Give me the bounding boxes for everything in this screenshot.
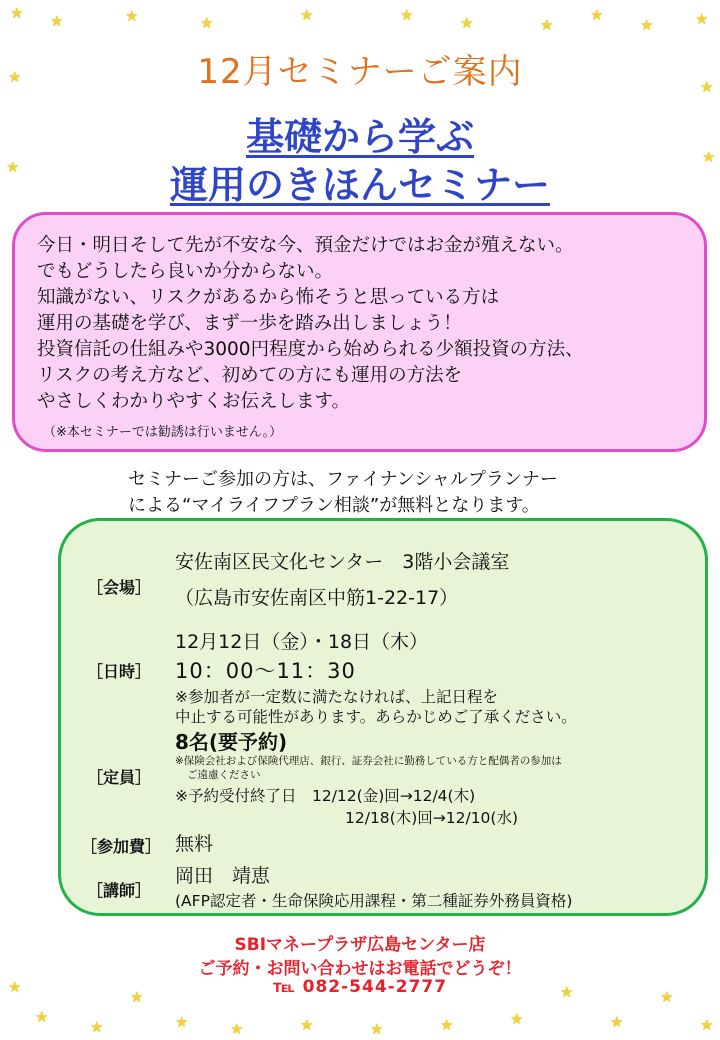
offer-line: による“マイライフプラン相談”が無料となります。 — [128, 495, 540, 516]
star-icon: ★ — [702, 148, 716, 166]
lecturer-name: 岡田 靖恵 — [175, 865, 271, 887]
star-icon: ★ — [700, 78, 714, 96]
star-icon: ★ — [50, 12, 64, 30]
fee-label: ［参加費］ — [81, 837, 162, 856]
star-icon: ★ — [370, 1020, 384, 1038]
intro-line: 知識がない、リスクがあるから怖そうと思っている方は — [37, 287, 500, 308]
star-icon: ★ — [460, 14, 474, 32]
capacity-note: ※保険会社および保険代理店、銀行、証券会社に勤務している方と配偶者の参加は — [175, 755, 562, 767]
seminar-dates: 12月12日（金）・18日（木） — [175, 631, 429, 653]
details-box — [58, 518, 708, 916]
intro-line: でもどうしたら良いか分からない。 — [37, 261, 334, 282]
venue-name: 安佐南区民文化センター 3階小会議室 — [175, 551, 510, 573]
star-icon: ★ — [6, 158, 20, 176]
venue-address: （広島市安佐南区中筋1-22-17） — [175, 587, 459, 609]
star-icon: ★ — [8, 68, 22, 86]
star-icon: ★ — [10, 4, 24, 22]
star-icon: ★ — [695, 10, 709, 28]
datetime-note: 中止する可能性があります。あらかじめご了承ください。 — [175, 708, 577, 726]
phone-number: ℡ 082-544-2777 — [272, 977, 448, 997]
offer-text — [128, 467, 558, 519]
star-icon: ★ — [440, 1016, 454, 1034]
seminar-title-line1: 基礎から学ぶ — [245, 115, 474, 159]
star-icon: ★ — [590, 6, 604, 24]
intro-note: （※本セミナーでは勧誘は行いません。） — [43, 425, 283, 440]
reservation-deadline: ※予約受付終了日 12/12(金)回→12/4(木) — [175, 787, 476, 805]
seminar-title-line2: 運用のきほんセミナー — [169, 163, 550, 207]
star-icon: ★ — [200, 14, 214, 32]
intro-box — [12, 212, 707, 452]
datetime-label: ［日時］ — [87, 662, 152, 681]
lecturer-credentials: (AFP認定者・生命保険応用課程・第二種証券外務員資格) — [175, 892, 573, 910]
page-title: 12月セミナーご案内 — [197, 52, 523, 92]
star-icon: ★ — [540, 16, 554, 34]
star-icon: ★ — [400, 6, 414, 24]
star-icon: ★ — [560, 983, 574, 1001]
star-icon: ★ — [230, 1020, 244, 1038]
star-icon: ★ — [8, 978, 22, 996]
intro-line: リスクの考え方など、初めての方にも運用の方法を — [37, 365, 463, 386]
capacity-note: ご遠慮ください — [187, 769, 261, 781]
intro-line: 運用の基礎を学び、まず一歩を踏み出しましょう！ — [37, 313, 462, 334]
star-icon: ★ — [300, 6, 314, 24]
star-icon: ★ — [660, 988, 674, 1006]
star-icon: ★ — [130, 988, 144, 1006]
offer-line: セミナーご参加の方は、ファイナンシャルプランナー — [128, 469, 558, 490]
capacity-value: 8名(要予約) — [175, 730, 288, 754]
star-icon: ★ — [175, 1013, 189, 1031]
star-icon: ★ — [300, 1016, 314, 1034]
seminar-time: 10：00～11：30 — [175, 659, 356, 683]
lecturer-label: ［講師］ — [87, 881, 152, 900]
star-icon: ★ — [510, 1010, 524, 1028]
reservation-deadline: 12/18(木)回→12/10(水) — [345, 809, 519, 827]
capacity-label: ［定員］ — [87, 768, 152, 787]
contact-cta: ご予約・お問い合わせはお電話でどうぞ！ — [198, 959, 522, 979]
star-icon: ★ — [610, 1013, 624, 1031]
star-icon: ★ — [90, 1018, 104, 1036]
datetime-note: ※参加者が一定数に満たなければ、上記日程を — [175, 688, 498, 706]
fee-value: 無料 — [175, 833, 214, 855]
star-icon: ★ — [640, 16, 654, 34]
venue-label: ［会場］ — [87, 578, 152, 597]
intro-line: 今日・明日そして先が不安な今、預金だけではお金が殖えない。 — [37, 235, 574, 256]
star-icon: ★ — [125, 7, 139, 25]
intro-line: やさしくわかりやすくお伝えします。 — [37, 391, 351, 412]
store-name: SBIマネープラザ広島センター店 — [234, 935, 486, 955]
star-icon: ★ — [700, 1016, 714, 1034]
star-icon: ★ — [35, 1008, 49, 1026]
intro-line: 投資信託の仕組みや3000円程度から始められる少額投資の方法、 — [37, 339, 584, 360]
